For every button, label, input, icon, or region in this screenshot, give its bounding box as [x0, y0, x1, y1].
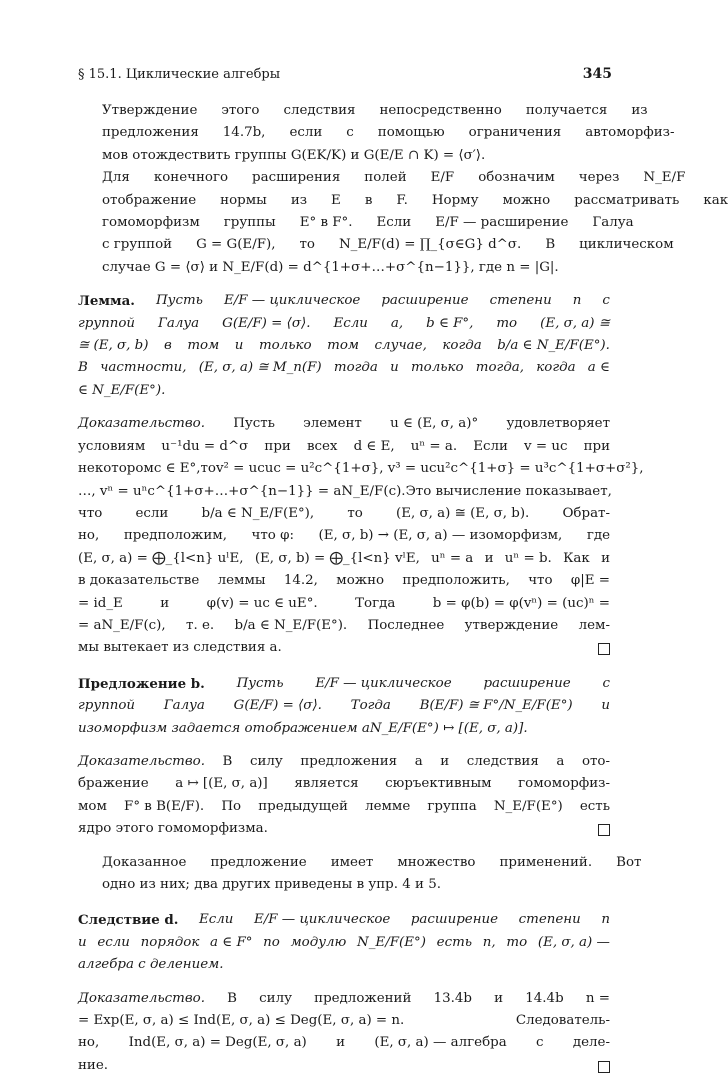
lemma [78, 290, 610, 402]
text-line: группой Галуа G(E/F) = ⟨σ⟩. Тогда B(E/F) ≅ F°/N_E/F(E°) и [78, 698, 610, 714]
qed-square-icon [598, 1061, 610, 1073]
text-line: и если порядок a ∈ F° по модулю N_E/F(E°) есть n, то (E, σ, a) — [78, 934, 610, 950]
page-number: 345 [582, 66, 612, 82]
text-line: что если b/a ∈ N_E/F(E°), то (E, σ, a) ≅ (E, σ, b). Обрат- [78, 505, 610, 521]
text-line: но, Ind(E, σ, a) = Deg(E, σ, a) и (E, σ, a) — алгебра с деле- [78, 1035, 610, 1051]
text-line: случае G = ⟨σ⟩ и N_E/F(d) = d^{1+σ+…+σ^{n−1}}, где n = |G|. [102, 259, 559, 275]
proof-label: Доказательство. [78, 990, 205, 1006]
text-line: Предложение b. Пусть E/F — циклическое расширение с [78, 673, 610, 695]
section-title: § 15.1. Циклические алгебры [78, 67, 281, 82]
text-line: бражение a ↦ [(E, σ, a)] является сюръективным гомоморфиз- [78, 776, 610, 792]
text-line: Доказательство. В силу предложения a и следствия a ото- [78, 751, 610, 773]
proof-label: Доказательство. [78, 753, 205, 769]
proof-label: Доказательство. [78, 416, 205, 432]
text-line: гомоморфизм группы E° в F°. Если E/F — расширение Галуа [102, 215, 634, 231]
text-line: = Exp(E, σ, a) ≤ Ind(E, σ, a) ≤ Deg(E, σ, a) = n. Следователь- [78, 1013, 610, 1029]
text-line: Доказательство. В силу предложений 13.4b и 14.4b n = [78, 988, 610, 1010]
text-line: Доказанное предложение имеет множество применений. Вот [102, 854, 642, 870]
lemma-label: Лемма. [78, 293, 135, 310]
text-line: Лемма. Пусть E/F — циклическое расширение степени n с [78, 290, 610, 312]
text-line: мов отождествить группы G(EK/K) и G(E/E ∩ K) = ⟨σ′⟩. [102, 147, 486, 163]
text-line: в доказательстве леммы 14.2, можно предположить, что φ|E = [78, 573, 610, 589]
text-line: алгебра с делением. [78, 957, 224, 973]
qed-square-icon [598, 824, 610, 836]
text-line: условиям u⁻¹du = d^σ при всех d ∈ E, uⁿ = a. Если v = uc при [78, 438, 610, 454]
text-line: ние. [78, 1055, 610, 1077]
corollary-label: Следствие d. [78, 912, 179, 929]
running-header [78, 66, 612, 82]
paragraph-norm [78, 167, 728, 279]
qed-square-icon [598, 643, 610, 655]
text-line: Утверждение этого следствия непосредственно получается из [102, 103, 648, 118]
page-body [78, 100, 728, 1077]
proof-lemma [78, 413, 644, 659]
text-line: с группой G = G(E/F), то N_E/F(d) = ∏_{σ∈G} d^σ. В циклическом [102, 237, 674, 253]
text-line: (E, σ, a) = ⨁_{l<n} uˡE, (E, σ, b) = ⨁_{l<n} vˡE, uⁿ = a и uⁿ = b. Как и [78, 550, 610, 566]
proposition-label: Предложение b. [78, 675, 205, 692]
text-line: ядро этого гомоморфизма. [78, 818, 610, 840]
text-line: отображение нормы из E в F. Норму можно рассматривать как [102, 192, 728, 208]
text-line: Для конечного расширения полей E/F обозначим через N_E/F [102, 170, 686, 186]
text-line: ∈ N_E/F(E°). [78, 382, 166, 398]
text-line: …, vⁿ = uⁿc^{1+σ+…+σ^{n−1}} = aN_E/F(c). Это вычисление показывает, [78, 483, 612, 499]
proof-corollary-d [78, 988, 610, 1077]
text-line: некотором c ∈ E°, то v² = ucuc = u²c^{1+σ}, v³ = ucu²c^{1+σ} = u³c^{1+σ+σ²}, [78, 461, 644, 477]
text-line: предложения 14.7b, если с помощью ограничения автоморфиз- [102, 125, 675, 141]
text-line: = aN_E/F(c), т. е. b/a ∈ N_E/F(E°). Последнее утверждение лем- [78, 617, 610, 633]
proof-proposition-b [78, 751, 610, 841]
text-line: = id_E и φ(v) = uc ∈ uE°. Тогда b = φ(b) = φ(vⁿ) = (uc)ⁿ = [78, 595, 610, 611]
proposition-b [78, 673, 610, 740]
text-line: одно из них; два других приведены в упр. 4 и 5. [102, 877, 441, 892]
text-line: Следствие d. Если E/F — циклическое расширение степени n [78, 909, 610, 931]
text-line: Доказательство. Пусть элемент u ∈ (E, σ, a)° удовлетворяет [78, 413, 610, 435]
text-line: мом F° в B(E/F). По предыдущей лемме группа N_E/F(E°) есть [78, 798, 610, 814]
text-line: но, предположим, что φ: (E, σ, b) → (E, σ, a) — изоморфизм, где [78, 528, 610, 544]
text-line: мы вытекает из следствия a. [78, 637, 610, 659]
text-line: ≅ (E, σ, b) в том и только том случае, когда b/a ∈ N_E/F(E°). [78, 338, 610, 354]
corollary-d [78, 909, 610, 976]
paragraph-intro [78, 100, 675, 167]
paragraph-applications [78, 852, 642, 897]
text-line: В частности, (E, σ, a) ≅ M_n(F) тогда и только тогда, когда a ∈ [78, 360, 610, 376]
text-line: группой Галуа G(E/F) = ⟨σ⟩. Если a, b ∈ F°, то (E, σ, a) ≅ [78, 315, 610, 331]
text-line: изоморфизм задается отображением aN_E/F(E°) ↦ [(E, σ, a)]. [78, 720, 528, 736]
